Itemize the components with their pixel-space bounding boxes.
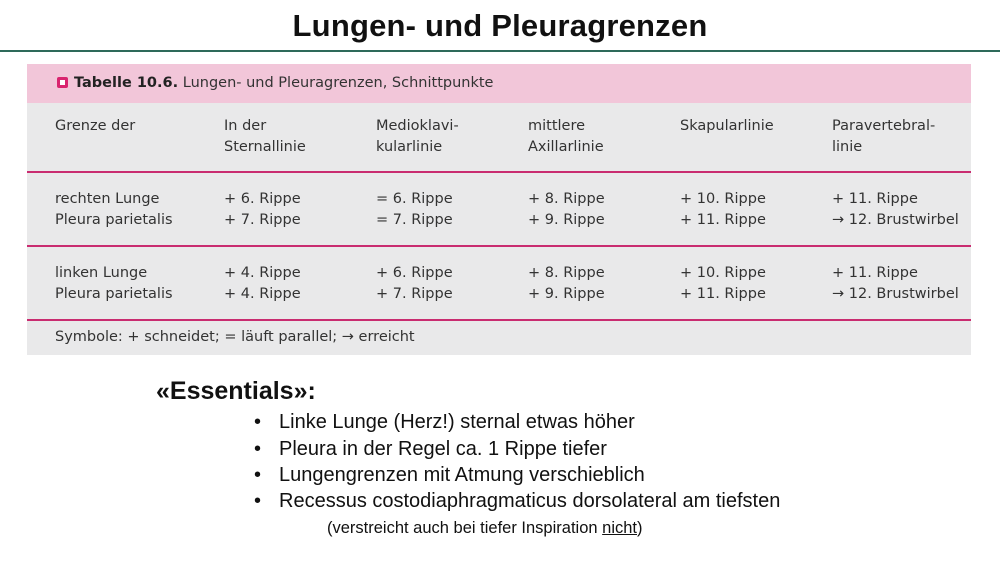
bullet-icon: • [254, 490, 262, 512]
table-cell: + 10. Rippe + 11. Rippe [680, 265, 766, 302]
table-divider [27, 245, 971, 247]
slide-title: Lungen- und Pleuragrenzen [292, 8, 708, 43]
header-cell-sternallinie: In der Sternallinie [224, 118, 306, 155]
underlined-word: nicht [602, 519, 637, 537]
title-divider [0, 50, 1000, 52]
table-cell: + 11. Rippe → 12. Brustwirbel [832, 191, 959, 228]
table-marker-icon [57, 77, 68, 88]
table-cell: + 10. Rippe + 11. Rippe [680, 191, 766, 228]
table-divider [27, 319, 971, 321]
table-cell: = 6. Rippe = 7. Rippe [376, 191, 453, 228]
bullet-icon: • [254, 411, 262, 433]
bullet-icon: • [254, 438, 262, 460]
table-cell: rechten Lunge Pleura parietalis [55, 191, 173, 228]
bullet-icon: • [254, 464, 262, 486]
header-cell-skapularlinie: Skapularlinie [680, 118, 774, 134]
table-footnote: Symbole: + schneidet; = läuft parallel; → erreicht [55, 329, 415, 345]
table-number: Tabelle 10.6. [74, 75, 179, 91]
table-cell: + 11. Rippe → 12. Brustwirbel [832, 265, 959, 302]
table-cell: + 8. Rippe + 9. Rippe [528, 191, 605, 228]
table-divider [27, 171, 971, 173]
table-caption [27, 64, 971, 103]
table-cell: + 6. Rippe + 7. Rippe [224, 191, 301, 228]
essentials-heading: «Essentials»: [156, 377, 316, 405]
header-cell-grenze: Grenze der [55, 118, 136, 134]
essentials-note: (verstreicht auch bei tiefer Inspiration nicht) [327, 519, 643, 537]
data-table [27, 64, 971, 355]
table-cell: + 6. Rippe + 7. Rippe [376, 265, 453, 302]
header-cell-medioklavikularlinie: Medioklavi- kularlinie [376, 118, 459, 155]
table-cell: linken Lunge Pleura parietalis [55, 265, 173, 302]
header-cell-axillarlinie: mittlere Axillarlinie [528, 118, 604, 155]
table-cell: + 8. Rippe + 9. Rippe [528, 265, 605, 302]
header-cell-paravertebrallinie: Paravertebral- linie [832, 118, 936, 155]
table-cell: + 4. Rippe + 4. Rippe [224, 265, 301, 302]
table-caption-text: Lungen- und Pleuragrenzen, Schnittpunkte [182, 75, 494, 91]
